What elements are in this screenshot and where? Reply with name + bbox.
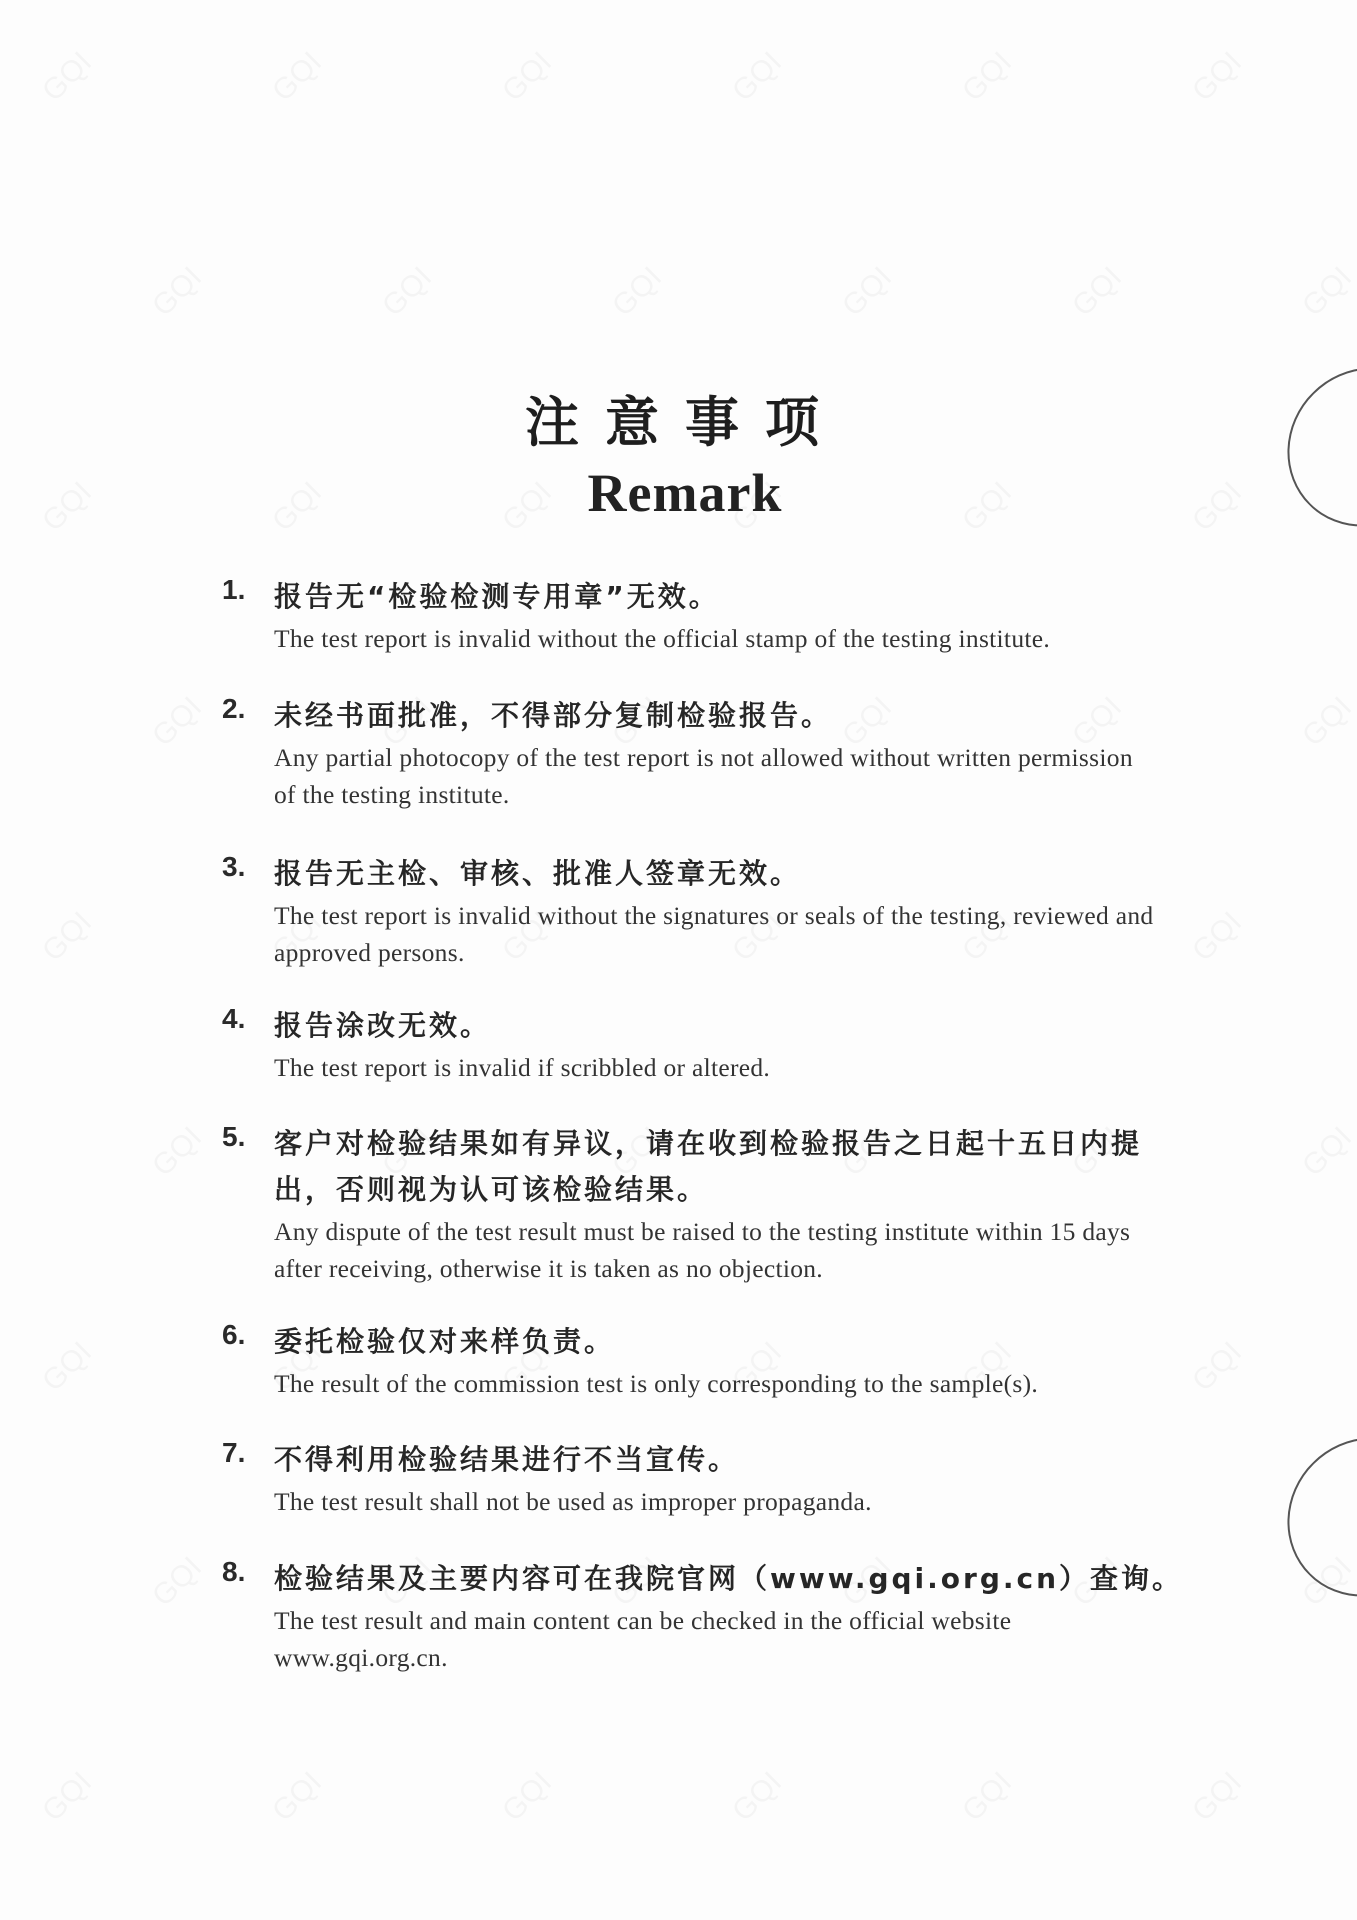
remark-item-3 [222, 851, 1222, 971]
item-text-english: The test report is invalid if scribbled or altered. [274, 1053, 771, 1082]
watermark-mark [496, 46, 559, 109]
remark-item-6 [222, 1319, 1222, 1402]
watermark-mark [1296, 1121, 1357, 1184]
item-number: 4. [222, 1003, 246, 1034]
item-text-chinese: 客户对检验结果如有异议，请在收到检验报告之日起十五日内提出，否则视为认可该检验结果。 [274, 1127, 1143, 1206]
watermark-mark [146, 1551, 209, 1614]
item-text-chinese: 报告无“检验检测专用章”无效。 [274, 580, 720, 613]
item-text-english: The test report is invalid without the signatures or seals of the testing, reviewed and approved persons. [274, 901, 1154, 967]
item-text-english: Any dispute of the test result must be raised to the testing institute within 15 days after receiving, otherwise it is taken as no objection. [274, 1217, 1131, 1283]
item-text-chinese: 不得利用检验结果进行不当宣传。 [274, 1443, 740, 1476]
watermark-mark [36, 906, 99, 969]
watermark-mark [1186, 46, 1249, 109]
watermark-mark [146, 261, 209, 324]
item-text-chinese: 报告涂改无效。 [274, 1009, 492, 1042]
item-text-chinese: 委托检验仅对来样负责。 [274, 1325, 616, 1358]
watermark-mark [36, 46, 99, 109]
watermark-mark [496, 1766, 559, 1829]
watermark-mark [1296, 261, 1357, 324]
watermark-mark [36, 1766, 99, 1829]
watermark-mark [376, 261, 439, 324]
remark-item-7 [222, 1437, 1222, 1520]
watermark-mark [1296, 691, 1357, 754]
item-text-english: Any partial photocopy of the test report is not allowed without written permission of the testing institute. [274, 743, 1133, 809]
watermark-mark [956, 46, 1019, 109]
watermark-mark [726, 1766, 789, 1829]
remark-item-2 [222, 693, 1222, 813]
watermark-mark [726, 46, 789, 109]
item-number: 5. [222, 1121, 246, 1152]
item-text-english: The test result and main content can be checked in the official website www.gqi.org.cn. [274, 1606, 1012, 1672]
watermark-mark [956, 1766, 1019, 1829]
item-number: 3. [222, 851, 246, 882]
watermark-mark [146, 1121, 209, 1184]
item-number: 8. [222, 1556, 246, 1587]
item-number: 6. [222, 1319, 246, 1350]
watermark-mark [1066, 261, 1129, 324]
item-number: 2. [222, 693, 246, 724]
item-text-english: The test report is invalid without the official stamp of the testing institute. [274, 624, 1051, 653]
item-number: 1. [222, 574, 246, 605]
remark-item-5 [222, 1121, 1222, 1287]
watermark-mark [836, 261, 899, 324]
item-text-chinese: 未经书面批准，不得部分复制检验报告。 [274, 699, 833, 732]
watermark-mark [266, 46, 329, 109]
page-title-english: Remark [587, 463, 783, 523]
item-text-chinese: 报告无主检、审核、批准人签章无效。 [274, 857, 802, 890]
item-text-english: The result of the commission test is only corresponding to the sample(s). [274, 1369, 1039, 1398]
page-title-chinese: 注意事项 [525, 390, 845, 454]
remark-item-8 [222, 1556, 1222, 1676]
item-text-english: The test result shall not be used as improper propaganda. [274, 1487, 872, 1516]
watermark-mark [146, 691, 209, 754]
item-text-chinese: 检验结果及主要内容可在我院官网（www.gqi.org.cn）查询。 [274, 1562, 1184, 1595]
watermark-mark [1186, 1766, 1249, 1829]
watermark-mark [606, 261, 669, 324]
watermark-mark [36, 1336, 99, 1399]
item-number: 7. [222, 1437, 246, 1468]
watermark-mark [266, 1766, 329, 1829]
remark-item-1 [222, 574, 1222, 657]
remark-item-4 [222, 1003, 1222, 1086]
